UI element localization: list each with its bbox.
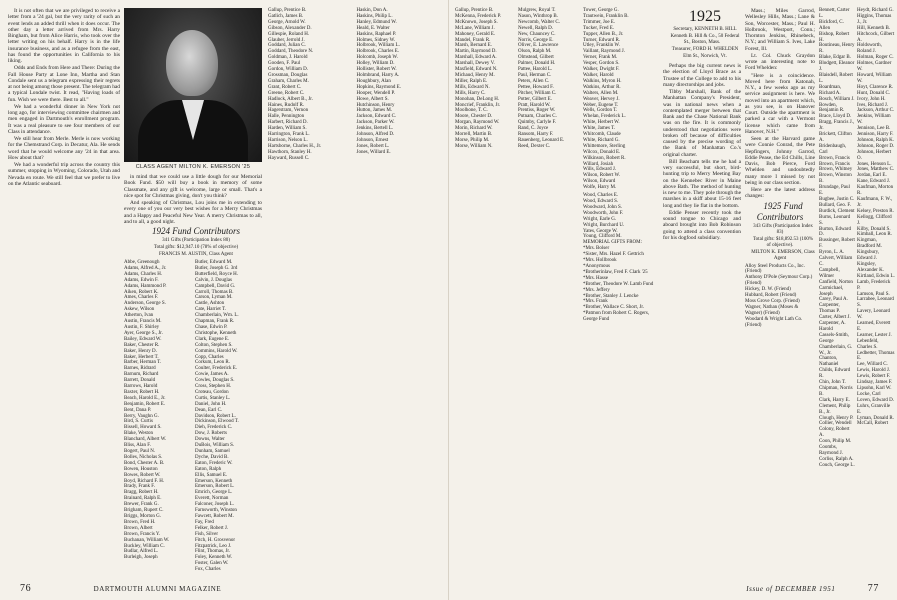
portrait-face: [166, 30, 218, 96]
magazine-name: DARTMOUTH ALUMNI MAGAZINE: [93, 585, 222, 593]
fund-total: Total gifts: $12,947.10 (78% of objective): [153, 245, 239, 250]
paragraph: We had a wonderful trip across the country this summer, stopping in Wyoming, Colorado, Utah and Nevada en route. We still feel that we prefer to live on the Atlantic seaboard.: [8, 162, 120, 187]
paragraph: Odds and Ends from Here and There: During the Fall House Party at Lone Inn, Martha and Stan Condale sent us a telegram expressing their regrets at not being among those present. The telegram had a typical Londale twist. It read, "Having loads of fun. Wish we were there. Best to all.": [8, 65, 120, 103]
left-column-1: [8, 8, 120, 563]
paragraph: We still hear from Merle. Merle is now working for the Chemstrand Corp. in Decatur, Ala. He sends word that he would welcome any '24 in that area. How about that?: [8, 136, 120, 161]
right-page: [448, 0, 897, 600]
contributor-list: Abbe, Greenough Adams, Alfred A., Jr. Adams, Charles H. Adams, Edwin F. Adams, Hammond P. Aiken, Robert K. Ames, Charles F. Anderson, George S. Askew, Wilson Atherton, Ivan Austin, Francis M. Austin, F. Shirley Ayer, George S., Jr. Bailey, Edward W. Baker, Chester R. Baker, Henry D. Baker, Herbert T. Barber, Herman T. Barnes, Ridrard Barnum, Richard Barrett, Donald Barrows, Harold Baxter, Robert H. Beach, Harold E., Jr. Benjamin, Robert E. Bent, Dana P. Berry, Vaughn G. Bird, S. Curtis Bissell, Howard S. Blake, Weston Blanchard, Albert W. Bliss, Alan F. Bogert, Paul N. Bolles, Nicholas S. Bond, Chester A. B. Bowen, Houston Bowes, Robert W. Boyd, Richard F. H. Brady, Frank F. Bragg, Robert H. Brainard, Ralph E. Brewer, Frank G. Brigham, Rupert C. Briggs, Morton G. Brown, Fred H. Brown, Albert Brown, Francis Y. Buchanan, William W. Buckley, William C. Budlar, Alfred L. Burleigh, Joseph: [124, 260, 170, 561]
fund-gifts-count: 343 Gifts (Participation Index 83): [753, 223, 813, 235]
fund-contributors-title: 1925 Fund Contributors: [756, 200, 804, 222]
paragraph: "Here is a coincidence. Moved here from Katonah, N.Y., a few weeks ago as my service assignment is here. We moved into an apartment which, as you see, is on Hanover Court. Outside the apartment is parked a car with a Vermont license which came from Hanover, N.H.": [745, 72, 815, 135]
contributor-list: Alloy Steel Products Co., Inc. (Friend) Anthony D'Pole (Seymour Corp.) (Friend) Hickey, D. W. (Friend) Hubbard, Robert (Friend) Moss Grove Corp. (Friend) Wagner, Nathan (Moses & Wagner) (Friend) Woodard & Wright Lath Co. (Friend): [745, 263, 813, 328]
right-column-6: Heydt, Richard G. Higgins, Thomas J., Jr. Hill, Kenneth B. Hitchcock, Gilbert A. Holdsworth, Roland J. Holman, Roger C. Holmes, Gardner W. Howard, William W. Hoyt, Clarence R. Hunt, Donald C. Ivory, John H. Ives, Richard J. Jackson, Arthur C. Jenkins, William W. Jennison, Lee B. Jennison, Harry F. Johnson, Ralph K. Johnson, Roger D. Johnson, Herbert O. Jones, Henson L. Jones, Matthew C. Jordan, Earl E. Kane, Edward J. Kaufman, Morton R. Kaufmann, F. W., Jr. Kelsey, Preston R. Kellogg, Clifford J. Kilby, Donald S. Kimball, Leon R. Kingman, Bradford M. Kingsbury, Edward J. Kingsley, Alexander K. Kirtland, Edwin L. Lamb, Frederick P. Lamson, Paul S. Larrabee, Leonard S. Lavery, Leonard W. Learned, Everett E. Learner, Lester J. Lebenfeld, Charles S. Ledbetter, Thomas E. Lee, Willard C. Lewis, Harold J. Lewis, Robert F. Lindsay, James F. Lipsohn, Karl W. Locke, Carl Loven, Edward D. Luhrs, Granville E. Lyman, Donald R. McCall, Robert: [857, 8, 895, 427]
memorial-gifts-list: Wood, Charles E. Wood, Edward S. Woodward, John S. Woodworth, John F. Wright, Earle G. Wright, Burchard U. Yates, George W. Young, Clifford M. MEMORIAL GIFTS FROM: *Mrs. Bolser *Sister, Mrs. Hazel F. Gettrich *Mrs. Hollbrook *Anonymous *Brotherinlaw, Fred F. Clark '25 *Mrs. Hasse *Brother, Theodore W. Lamb Fund *Mrs. Jeffery *Brother, Stanley J. Lencke *Mrs. Frank *Brother, Wallace C. Short, Jr. *Patmon from Robert C. Rogers, George Fund: [583, 193, 654, 323]
issue-date: Issue of DECEMBER 1951: [746, 585, 836, 593]
photo-caption: CLASS AGENT MILTON K. EMERSON '25: [135, 164, 251, 170]
paragraph: And speaking of Christmas, Lou joins me in extending to every one of you our very best wishes for a Merry Christmas and a Happy and Peaceful New Year. A merry Christmas to all, and to all, a good night.: [124, 200, 262, 225]
paragraph: Here are the latest address changes:: [745, 187, 815, 200]
class-year-heading: 1925: [689, 8, 721, 25]
page-number: 77: [867, 583, 879, 594]
contributor-list: Butler, Edward M. Butler, Joseph G. 3rd Butterfield, Royce H. Calvin, J. Douglas Campbell, David G. Carroll, Thomas B. Carson, Lyman M. Castle, Ashton Cate, Harriet T. Chamberlain, Wm. L. Chapman, Frank R. Chase, Edwin P. Christophe, Kenneth Clark, Eugene E. Colton, Stephen S. Commins, Harold W. Copp, Charles Corkum, Leon R. Coulter, Frederick E. Cowie, James A. Cowles, Douglas S. Cross, Stephen H. Croteau, Gordon Curtis, Stanley L. Daniel, John H. Dean, Earl C. Davidson, Robert L. Dickinson, Elwood T. Dieh, Frederick C. Dow, J. Roberts Downs, Walter DuBois, William S. Dunham, Samuel Dyche, David B. Eaton, Frederic W. Eaton, Ralph Ellis, Samuel E. Emerson, Kenneth Emerson, Robert L. Emrich, George L. Everett, Norman Falconer, Joseph L. Farnsworth, Winston Fawcett, Robert M. Fay, Fred Felker, Robert J. Fish, Silver Fitch, H. Grosvenor Fitzpatrick, Leo J. Flint, Thomas, Jr. Foley, Kenneth W. Foster, Galen W. Fox, Charles: [195, 260, 239, 573]
page-number: 76: [20, 583, 32, 594]
treasurer: Treasurer, FORD H. WHELDEN: [671, 47, 739, 52]
secretary-address: Kenneth B. Hill & Co., 50 Federal St., Boston, Mass.: [670, 34, 740, 45]
paragraph: in mind that we could use a little dough for our Memorial Book Fund. $50 will buy a book in memory of some Classmate, and any gift is welcome, large or small. That's a nice spot for Christmas giving, don't you think?: [124, 174, 262, 199]
paragraph: Lt. Col. Chuck Graydon wrote an interesting note to Ford Whelden:: [745, 52, 815, 72]
contributor-list: Tower, George G. Trautwein, Franklin B. Trimmer, Joe E. Tucker, Fred E. Tupper, Allen B., Jr. Turner, Edward R. Utley, Franklin W. Vaillant, Raymond J. Verner, Frank M. Vesper, Gordon S. Walker, Dwight F. Walker, Harold Walkins, Myron H. Watkins, Arthur R. Walters, Allen M. Weaver, Hervey J. Weber, Eugene T. Wells, Gordon T. Whelan, Frederick L. White, Herbert W. White, James T. Whitcomb, Claude White, Richard G. Whittemore, Sterling Wilcox, Donald E. Wilkinson, Robert R. Willard, Josiah Wills, Edward J. Wilson, Robert W. Wilson, Edward Wolfe, Harry M.: [583, 8, 629, 191]
left-footer: [20, 583, 440, 594]
fund-gifts-count: 341 Gifts (Participation Index 80): [162, 238, 230, 243]
paragraph: We had a wonderful dinner in New York not long ago, for interviewing committee chairmen and men engaged in Dartmouth's enrollment program. It was a real pleasure to see four members of our Class in attendance.: [8, 103, 120, 135]
paragraph: Perhaps the big current news is the election of Lloyd Brace as a Trustee of the College to add to his many directorships and jobs.: [663, 63, 741, 88]
treasurer-address: Elm St., Norwich, Vt.: [683, 54, 727, 59]
class-agent-photo: [124, 8, 262, 162]
fund-contributors-title: 1924 Fund Contributors: [151, 226, 240, 236]
fund-total: Total gifts: $18,892.53 (100% of objective).: [752, 236, 814, 248]
right-column-5: Bennett, Carter L. Bickford, C. Allen Bishop, Robert H. Boutineau, Henry R. Blake, Edgar B. Blodgett, Eleanor J. Blaisdell, Robert L. Boardman, Richard A. Bosch, William J. Bowden, Benjamin R. Brace, Lloyd D. Bragg, Francis J., Jr. Brickett, Clifton A. Bridenbaugh, Carl Brown, Francis Brown, Francis Brown, Whitney Brown, Winston B. Brundage, Paul E. Bugbee, Justin C. Bullard, Geo. F. Burdick, Clement Burns, Leonard S. Burton, Edward D. Bussinger, Robert F. Byron, L. A. Calvert, William C. Campbell, Wilmer Canfield, Norton Carmichael, Joseph Carey, Paul A. Carpenter, Thomas P. Carter, Albert J. Carpenter, A. Harold Cassels-Smith, George Chamberlain, G. W., Jr. Chanton, Nathaniel Childs, Edward R. Chin, John T. Chipman, Norris B. Clark, Harry E. Clement, Philip B., Jr. Clough, Henry P. Collier, Wendell Colony, Robert A. Coon, Philip M. Coombs, Raymond J. Corliss, Ralph A. Couch, George L.: [819, 8, 855, 468]
paragraph: Eddie Penser recently took the sound tongue to Chicago and aboard brought into Bob Robinson going to attend a class convention for his dogfood subsidiary.: [663, 209, 741, 241]
paragraph: It is not often that we are privileged to receive a letter from a '24 gal, but the very rarity of such an event lends an added thrill when it does occur. The other day a letter arrived from Mrs. Harry Bingham, but from Alice Harris, who took over the letter writing on his behalf. Harry is in the life insurance business, and as a refugee from the east, has found the opportunities in California to his liking.: [8, 8, 120, 64]
paragraph: Seen at the Harvard game were Connie Conrad, the Pete Hepfingers, Johnny Garrod, Eddie Pease, the Ed Chills, Line Davis, Bob Pierce, Ford Whelden and undoubtedly many more I missed by not being in our class section.: [745, 136, 815, 186]
paragraph: Bill Beacham tells me he had a very successful, but short, bird-hunting trip to Merry Meeting Bay on the Kennebec River in Maine above Bath. The method of hunting is new to me. They pole through the marshes in a skiff about 15-16 feet long and they lie flat in the bottom.: [663, 158, 741, 209]
paragraph: Mass.; Miles Garrod, Wellesley Hills, Mass.; Lane & Son, Worcester, Mass.; Paul H. Holbrook, Westport, Conn.; Thornton Jenkins, Rhinebeck, N.Y.; and William S. Ives, Lake Forest, Ill.: [745, 8, 815, 52]
secretary: Secretary, KENNETH B. HILL: [673, 27, 737, 32]
left-column-2: [124, 174, 262, 573]
left-column-3: Gallup, Prentice B. Gatlich, James B. George, Arnold W. Gibson, Alexander D. Gillespie, Roland H. Glauber, Jerrold J. Goddard, Julian C. Goddard, Theodore N. Goldman, J. Harold Gooden, F. Paul Gordon, William D. Grossman, Douglas Graham, Charles M. Grant, Robert C. Greene, Robert C. Hadlock, Albert B., Jr. Haines, Rudolf R. Hagerstram, Vernon Halle, Pennington Harbert, Richard D. Harden, William S. Harrington, Frank L. Harrison, Nelson L. Hartsborne, Charles H., Jr. Hawthorn, Stanley H. Hayward, Russell C. Haskin, Don A. Haskins, Philip L. Hanley, Edmund W. Heald, E. Walter Haskins, Raphael P. Holmes, Sidney W. Holbrook, William L. Holbrook, Charles E. Holcomb, Joseph W. Holley, William D. Hollister, Robert W. Holmbrand, Harry A. Houghbury, Alan Hopkins, Raymond E. Hooper, Wendell P. Howe, Albert S. Hutchinson, Henry Hutton, James M. Jackson, Edward C. Jackson, Parker W. Jenkins, Bertell L. Johnson, Alfred D. Johnson, Ernest Jones, Robert L. Jones, Willard E.: [268, 8, 401, 161]
right-column-2: [583, 8, 659, 563]
right-column-4: [745, 8, 815, 563]
right-footer: [449, 583, 879, 594]
right-column-3: [663, 8, 741, 563]
fund-class-agent: MILTON K. EMERSON, Class Agent: [751, 249, 815, 261]
fund-class-agent: FRANCIS M. AUSTIN, Class Agent: [159, 252, 233, 257]
right-column-1: Gallup, Prentice B. McKenna, Frederick P. McKnown, Joseph S. McLane, William J. Mahoney, Gerald E. Mandel, Frank R. Marsh, Bernard E. Martin, Raymond D. Marshall, Edward A. Marshall, Dewey V. Maxfield, Edward N. Michaud, Henry M. Miller, Ralph E. Mills, Edward N. Mills, Harry C. Monohan, DeLong H. Moncrief, Franklin, Jr. Moolhone, T. C. Moore, Chester D. Morgan, Raymond W. Morin, Richard W. Morrell, Martin B. Morse, Philip M. Morse, William N. Mulgrew, Royal T. Nason, Winthrop B. Newcomb, Walter C. Newell, Ralph D. New, Chauncey C. Norris, George E. Oliver, E. Lawrence Olson, Ralph M. Olmstead, Gilbert Palmer, Donald H. Pattee, Harold L. Paul, Herman C. Peters, Allen C. Pettee, Howard F. Pitcher, William C. Potter, Gilbert E. Pratt, Harold W. Prentiss, Roger W. Putnam, Charles C. Quimby, Carlyle F. Rand, C. Joyce Ransom, Harry F. Rauenberg, Leonard E. Reed, Dexter C.: [455, 8, 565, 149]
paragraph: Tibby Marshall, Bank of the Manhattan Company's President, was in national news when a contemplated merger between that Bank and the Chase National Bank was on the fire. It is commonly understood that negotiations were broken off because of difficulties caused by the precise wording of the Bank of Manhattan Co.'s original charter.: [663, 89, 741, 158]
left-page: [0, 0, 448, 600]
